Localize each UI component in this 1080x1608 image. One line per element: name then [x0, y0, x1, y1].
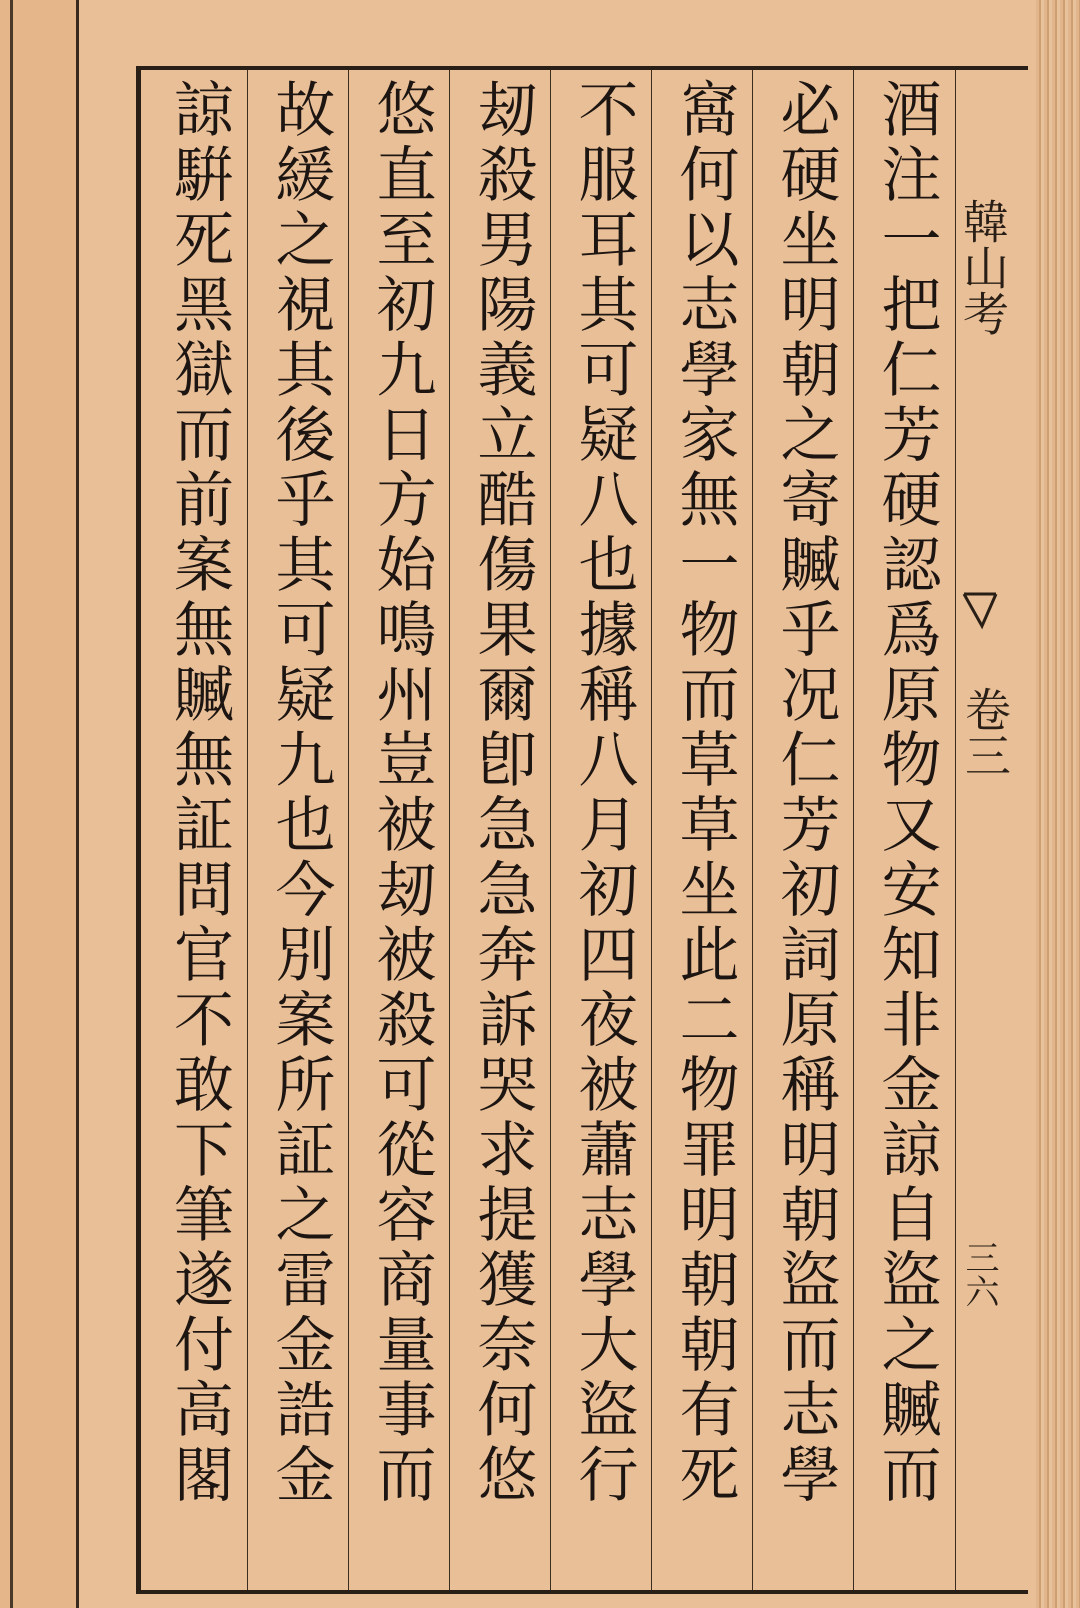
center-fold-margin	[955, 70, 1012, 1590]
text-column-5	[449, 70, 555, 1590]
previous-page-border	[10, 0, 13, 1608]
text-column-3	[651, 70, 757, 1590]
column-text: 悠直至初九日方始鳴州豈被刼被殺可從容商量事而	[366, 78, 437, 1508]
text-column-1	[853, 70, 959, 1590]
column-text: 諒騈死黑獄而前案無贓無証問官不敢下筆遂付高閣	[164, 78, 234, 1508]
column-text: 刼殺男陽義立酷傷果爾卽急急奔訴哭求提獲奈何悠	[467, 78, 538, 1508]
previous-page-edge	[0, 0, 79, 1608]
stacked-page-edges	[1036, 0, 1080, 1608]
text-column-7	[247, 70, 353, 1590]
book-title: 韓山考	[956, 198, 1010, 336]
text-column-2	[752, 70, 858, 1590]
fishtail-mark-icon	[962, 590, 998, 660]
volume-label: 卷三	[958, 686, 1012, 778]
text-column-8	[146, 70, 252, 1590]
column-text: 酒注一把仁芳硬認爲原物又安知非金諒自盜之贓而	[871, 78, 942, 1508]
column-text: 故緩之視其後乎其可疑九也今別案所証之雷金誥金	[265, 78, 336, 1508]
text-column-6	[348, 70, 454, 1590]
page-number: 三六	[959, 1240, 999, 1308]
text-column-4	[550, 70, 656, 1590]
column-text: 窩何以志學家無一物而草草坐此二物罪明朝朝有死	[669, 78, 740, 1508]
column-text: 不服耳其可疑八也據稱八月初四夜被蕭志學大盜行	[568, 78, 639, 1508]
column-text: 必硬坐明朝之寄贓乎况仁芳初詞原稱明朝盜而志學	[770, 78, 841, 1508]
